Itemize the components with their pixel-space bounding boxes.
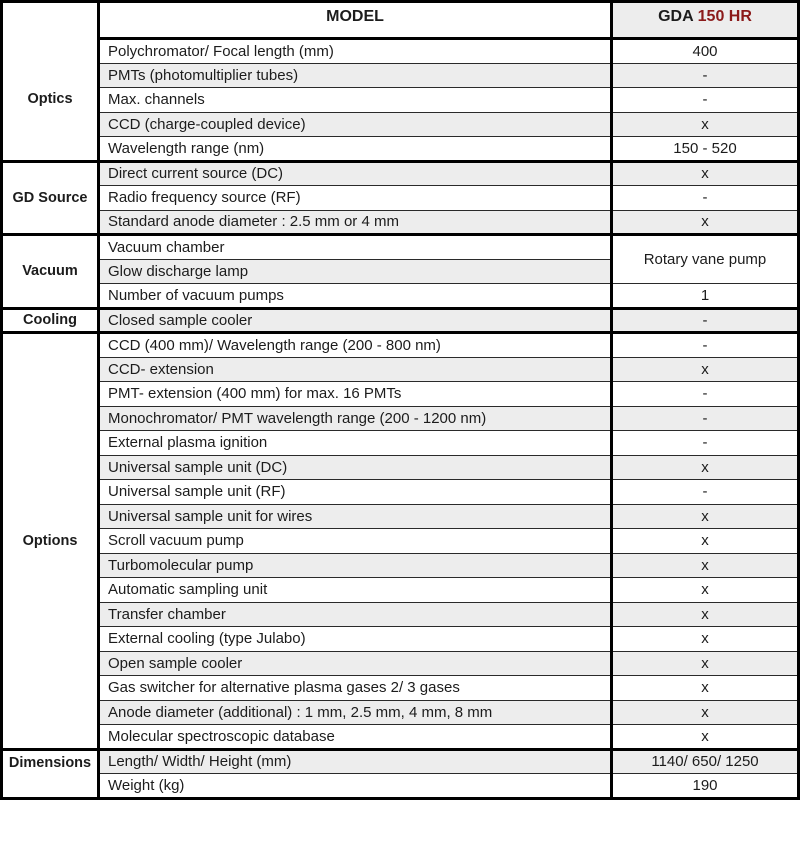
value-cell: 400: [612, 39, 799, 64]
table-row: [2, 137, 799, 162]
value-cell: x: [612, 700, 799, 725]
value-cell: x: [612, 651, 799, 676]
feature-cell: Glow discharge lamp: [99, 259, 612, 284]
value-cell: x: [612, 455, 799, 480]
feature-cell: Length/ Width/ Height (mm): [99, 749, 612, 774]
feature-cell: Number of vacuum pumps: [99, 284, 612, 309]
feature-cell: Weight (kg): [99, 774, 612, 799]
table-row: [2, 529, 799, 554]
product-name-prefix: GDA: [658, 8, 694, 25]
feature-cell: Max. channels: [99, 88, 612, 113]
category-header-empty: [2, 2, 99, 39]
feature-cell: Universal sample unit (RF): [99, 480, 612, 505]
feature-cell: CCD (400 mm)/ Wavelength range (200 - 800 nm): [99, 333, 612, 358]
feature-cell: CCD- extension: [99, 357, 612, 382]
feature-cell: Wavelength range (nm): [99, 137, 612, 162]
feature-cell: Molecular spectroscopic database: [99, 725, 612, 750]
feature-cell: Gas switcher for alternative plasma gases 2/ 3 gases: [99, 676, 612, 701]
feature-cell: Open sample cooler: [99, 651, 612, 676]
feature-cell: Monochromator/ PMT wavelength range (200 - 1200 nm): [99, 406, 612, 431]
table-row: [2, 382, 799, 407]
table-row: [2, 578, 799, 603]
feature-cell: Closed sample cooler: [99, 308, 612, 333]
table-row: [2, 480, 799, 505]
table-row: [2, 88, 799, 113]
table-row: [2, 455, 799, 480]
feature-cell: PMT- extension (400 mm) for max. 16 PMTs: [99, 382, 612, 407]
category-cell: GD Source: [2, 161, 99, 235]
feature-cell: Direct current source (DC): [99, 161, 612, 186]
value-cell: x: [612, 578, 799, 603]
feature-cell: Polychromator/ Focal length (mm): [99, 39, 612, 64]
table-row: [2, 357, 799, 382]
category-cell: Cooling: [2, 308, 99, 333]
feature-cell: CCD (charge-coupled device): [99, 112, 612, 137]
product-name-highlight: 150 HR: [697, 8, 752, 25]
feature-cell: Automatic sampling unit: [99, 578, 612, 603]
value-cell: 190: [612, 774, 799, 799]
header-row: [2, 2, 799, 39]
feature-cell: Universal sample unit for wires: [99, 504, 612, 529]
value-cell: -: [612, 382, 799, 407]
table-row: [2, 406, 799, 431]
feature-cell: Transfer chamber: [99, 602, 612, 627]
feature-cell: Turbomolecular pump: [99, 553, 612, 578]
feature-cell: PMTs (photomultiplier tubes): [99, 63, 612, 88]
table-row: [2, 725, 799, 750]
category-cell: Options: [2, 333, 99, 750]
value-cell: -: [612, 88, 799, 113]
table-row: [2, 235, 799, 260]
value-cell: x: [612, 161, 799, 186]
value-cell: x: [612, 112, 799, 137]
category-cell: Optics: [2, 39, 99, 162]
feature-cell: Radio frequency source (RF): [99, 186, 612, 211]
table-row: [2, 504, 799, 529]
table-row: [2, 676, 799, 701]
category-cell: Vacuum: [2, 235, 99, 309]
spec-table-body: [2, 39, 799, 799]
value-cell: 150 - 520: [612, 137, 799, 162]
value-cell: x: [612, 357, 799, 382]
value-cell: -: [612, 480, 799, 505]
table-row: [2, 651, 799, 676]
table-row: [2, 112, 799, 137]
table-row: [2, 700, 799, 725]
table-row: [2, 774, 799, 799]
feature-cell: Universal sample unit (DC): [99, 455, 612, 480]
value-cell: 1: [612, 284, 799, 309]
feature-cell: Vacuum chamber: [99, 235, 612, 260]
feature-cell: External plasma ignition: [99, 431, 612, 456]
table-row: [2, 39, 799, 64]
feature-cell: Standard anode diameter : 2.5 mm or 4 mm: [99, 210, 612, 235]
value-cell: -: [612, 333, 799, 358]
value-cell: x: [612, 553, 799, 578]
table-row: [2, 308, 799, 333]
value-cell: x: [612, 504, 799, 529]
value-cell: -: [612, 431, 799, 456]
value-cell: -: [612, 186, 799, 211]
table-row: [2, 284, 799, 309]
table-row: [2, 333, 799, 358]
value-cell: -: [612, 308, 799, 333]
value-cell: -: [612, 63, 799, 88]
table-row: [2, 627, 799, 652]
table-row: [2, 749, 799, 774]
value-cell: x: [612, 725, 799, 750]
value-cell: x: [612, 627, 799, 652]
product-header: [612, 2, 799, 39]
table-row: [2, 602, 799, 627]
value-cell: 1140/ 650/ 1250: [612, 749, 799, 774]
value-cell: x: [612, 529, 799, 554]
table-row: [2, 210, 799, 235]
value-cell: x: [612, 676, 799, 701]
value-cell: Rotary vane pump: [612, 235, 799, 284]
value-cell: -: [612, 406, 799, 431]
spec-table-header: [2, 2, 799, 39]
table-row: [2, 186, 799, 211]
table-row: [2, 161, 799, 186]
model-header: MODEL: [99, 2, 612, 39]
value-cell: x: [612, 210, 799, 235]
table-row: [2, 553, 799, 578]
feature-cell: Scroll vacuum pump: [99, 529, 612, 554]
feature-cell: External cooling (type Julabo): [99, 627, 612, 652]
category-cell: Dimensions: [2, 749, 99, 798]
table-row: [2, 63, 799, 88]
value-cell: x: [612, 602, 799, 627]
table-row: [2, 431, 799, 456]
feature-cell: Anode diameter (additional) : 1 mm, 2.5 mm, 4 mm, 8 mm: [99, 700, 612, 725]
